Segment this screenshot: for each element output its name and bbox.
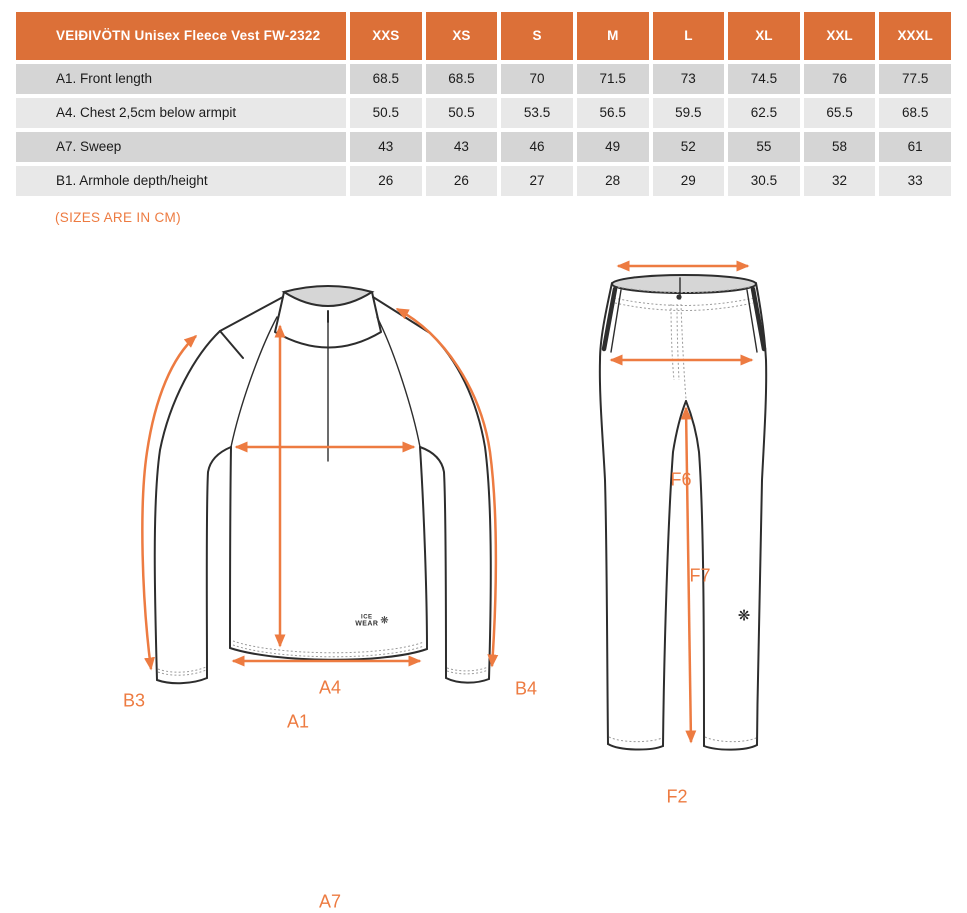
size-table-title: VEIÐIVÖTN Unisex Fleece Vest FW-2322 — [16, 12, 346, 60]
measurement-value: 65.5 — [804, 98, 876, 128]
size-column-header: XXL — [804, 12, 876, 60]
icewear-logo-line2: WEAR — [355, 620, 379, 628]
measurement-value: 56.5 — [577, 98, 649, 128]
measurement-value: 62.5 — [728, 98, 800, 128]
measure-label-a1: A1 — [286, 711, 310, 732]
measure-label-f2: F2 — [666, 786, 688, 807]
size-column-header: M — [577, 12, 649, 60]
measure-label-a4: A4 — [318, 677, 342, 698]
measurement-value: 46 — [501, 132, 573, 162]
measurement-value: 27 — [501, 166, 573, 196]
measurement-value: 53.5 — [501, 98, 573, 128]
measurement-value: 58 — [804, 132, 876, 162]
icewear-logo — [355, 615, 388, 628]
logo-snowflake-icon: ❋ — [380, 615, 389, 626]
measurement-value: 70 — [501, 64, 573, 94]
measurement-value: 30.5 — [728, 166, 800, 196]
measurement-value: 26 — [426, 166, 498, 196]
measurement-value: 49 — [577, 132, 649, 162]
measurement-value: 29 — [653, 166, 725, 196]
collar-opening — [284, 286, 372, 306]
pants-drawing — [600, 275, 766, 750]
size-column-header: XXXL — [879, 12, 951, 60]
size-column-header: S — [501, 12, 573, 60]
measurement-value: 68.5 — [426, 64, 498, 94]
size-column-header: L — [653, 12, 725, 60]
size-table — [16, 12, 951, 196]
measurement-row-label: B1. Armhole depth/height — [16, 166, 346, 196]
measurement-value: 43 — [350, 132, 422, 162]
measurement-value: 52 — [653, 132, 725, 162]
measure-label-f7: F7 — [689, 565, 711, 586]
garment-drawings — [0, 225, 967, 785]
measurement-value: 50.5 — [350, 98, 422, 128]
icewear-logo-line1: ICE — [361, 614, 373, 621]
measurement-row-label: A4. Chest 2,5cm below armpit — [16, 98, 346, 128]
measurement-value: 77.5 — [879, 64, 951, 94]
size-column-header: XL — [728, 12, 800, 60]
waist-button — [676, 294, 681, 299]
measurement-value: 59.5 — [653, 98, 725, 128]
measure-label-b3: B3 — [122, 690, 146, 711]
measurement-diagrams — [0, 225, 967, 912]
size-column-header: XS — [426, 12, 498, 60]
measurement-value: 68.5 — [879, 98, 951, 128]
measure-label-f6: F6 — [670, 469, 692, 490]
arrow-b3 — [142, 336, 196, 669]
measurement-value: 32 — [804, 166, 876, 196]
measurement-value: 71.5 — [577, 64, 649, 94]
waist-opening — [612, 275, 756, 293]
measurement-value: 26 — [350, 166, 422, 196]
measurement-value: 76 — [804, 64, 876, 94]
snowflake-icon: ❋ — [737, 607, 751, 625]
measurement-value: 68.5 — [350, 64, 422, 94]
measurement-row-label: A1. Front length — [16, 64, 346, 94]
measurement-row-label: A7. Sweep — [16, 132, 346, 162]
measurement-value: 61 — [879, 132, 951, 162]
units-note: (SIZES ARE IN CM) — [55, 210, 181, 225]
measurement-value: 33 — [879, 166, 951, 196]
measurement-value: 50.5 — [426, 98, 498, 128]
size-column-header: XXS — [350, 12, 422, 60]
measurement-value: 73 — [653, 64, 725, 94]
measurement-value: 55 — [728, 132, 800, 162]
measurement-value: 43 — [426, 132, 498, 162]
measurement-value: 28 — [577, 166, 649, 196]
measure-label-a7: A7 — [318, 891, 342, 912]
measure-label-b4: B4 — [514, 678, 538, 699]
measurement-value: 74.5 — [728, 64, 800, 94]
